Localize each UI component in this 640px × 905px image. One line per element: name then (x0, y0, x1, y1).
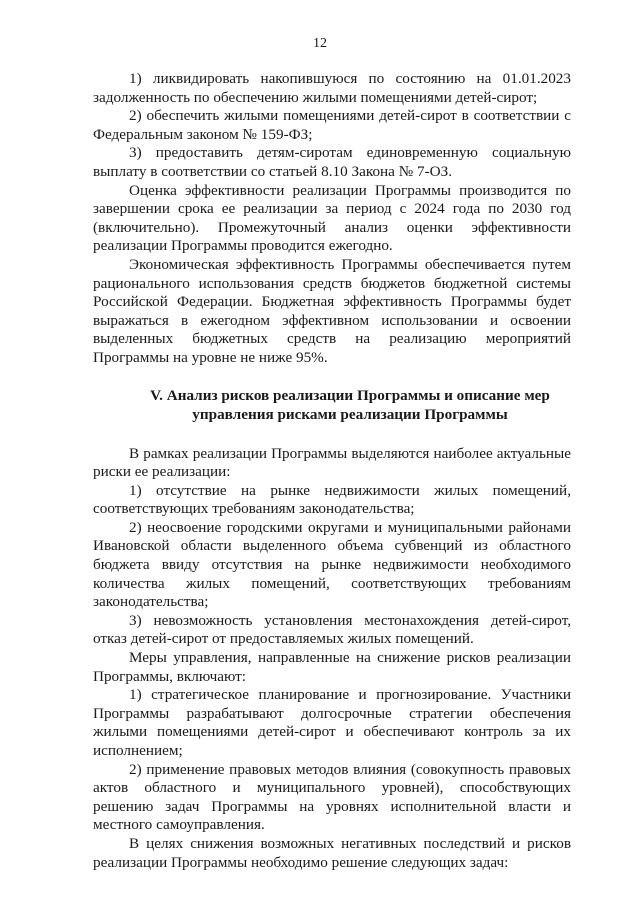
paragraph-risk-3: 3) невозможность установления местонахождения детей-сирот, отказ детей-сирот от предоставляемых жилых помещений. (93, 611, 571, 648)
page-number: 12 (313, 36, 327, 51)
paragraph-measure-1: 1) стратегическое планирование и прогнозирование. Участники Программы разрабатывают долгосрочные стратегии обеспечения жилыми помещениями детей-сирот и обеспечивают контроль за их исполнением; (93, 686, 571, 759)
paragraph-goal-1: 1) ликвидировать накопившуюся по состоянию на 01.01.2023 задолженность по обеспечению жилыми помещениями детей-сирот; (93, 70, 571, 106)
paragraph-efficiency-evaluation: Оценка эффективности реализации Программы производится по завершении срока ее реализации за период с 2024 года по 2030 год (включительно). Промежуточный анализ оценки эффективности реализации Программы проводится ежегодно. (93, 181, 571, 255)
section-heading-line-1: V. Анализ рисков реализации Программы и описание мер (150, 386, 550, 404)
paragraph-measures-intro: Меры управления, направленные на снижение рисков реализации Программы, включают: (93, 649, 571, 685)
paragraph-measure-2: 2) применение правовых методов влияния (совокупность правовых актов областного и муниципального уровней), способствующих решению задач Программы на уровнях исполнительной власти и местного самоуправления. (93, 760, 571, 834)
paragraph-goal-2: 2) обеспечить жилыми помещениями детей-сирот в соответствии с Федеральным законом № 159-ФЗ; (93, 107, 571, 143)
paragraph-risk-2: 2) неосвоение городскими округами и муниципальными районами Ивановской области выделенного объема субвенций из областного бюджета ввиду отсутствия на рынке недвижимости необходимого количества жилых помещений, соответствующих требованиям законодательства; (93, 518, 571, 611)
paragraph-risks-intro: В рамках реализации Программы выделяются наиболее актуальные риски ее реализации: (93, 444, 571, 481)
paragraph-tasks-intro: В целях снижения возможных негативных последствий и рисков реализации Программы необходимо решение следующих задач: (93, 834, 571, 871)
section-heading-line-2: управления рисками реализации Программы (192, 405, 508, 423)
paragraph-risk-1: 1) отсутствие на рынке недвижимости жилых помещений, соответствующих требованиям законодательства; (93, 481, 571, 518)
page-content (93, 70, 571, 872)
paragraph-economic-efficiency: Экономическая эффективность Программы обеспечивается путем рационального использования средств бюджетов бюджетной системы Российской Федерации. Бюджетная эффективность Программы будет выражаться в ежегодном эффективном использовании и освоении выделенных бюджетных средств на реализацию мероприятий Программы на уровне не ниже 95%. (93, 255, 571, 366)
paragraph-goal-3: 3) предоставить детям-сиротам единовременную социальную выплату в соответствии со статьей 8.10 Закона № 7-ОЗ. (93, 144, 571, 180)
section-heading (93, 386, 571, 424)
